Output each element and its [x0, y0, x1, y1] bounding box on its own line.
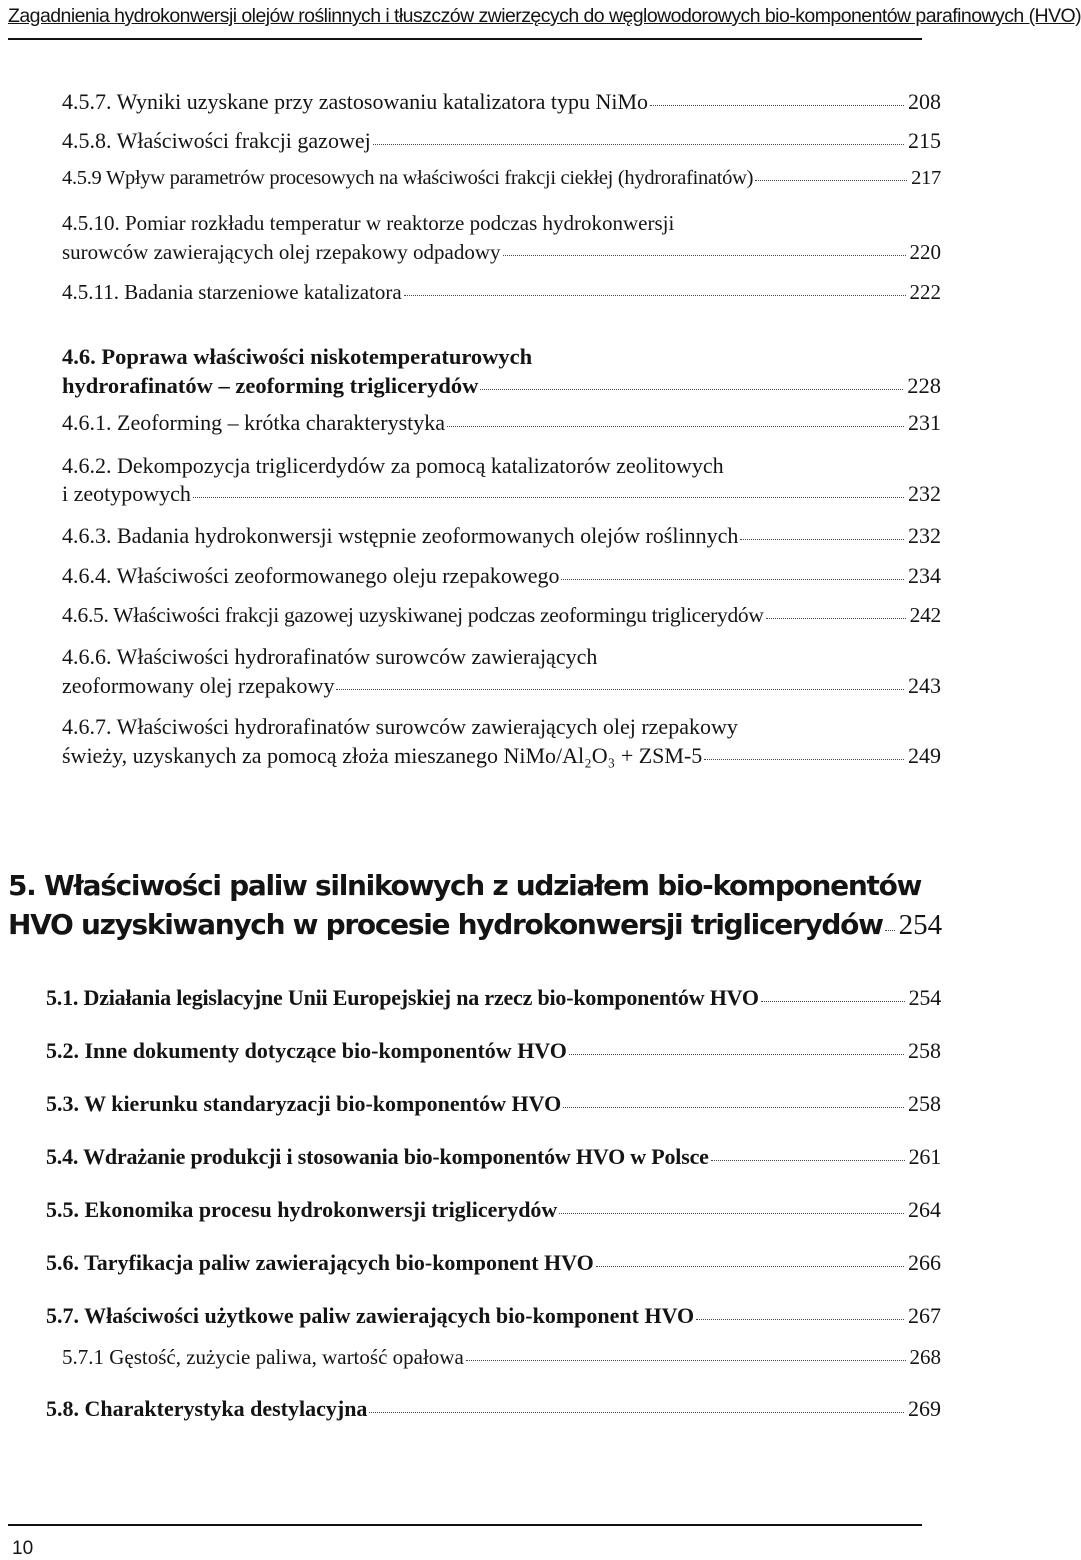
leader-dots [561, 579, 904, 580]
toc-page-number: 208 [908, 89, 941, 114]
toc-page-number: 267 [908, 1303, 941, 1328]
toc-entry-label: 4.6.5. Właściwości frakcji gazowej uzyskiwanej podczas zeoformingu triglicerydów [62, 603, 764, 627]
toc-entry-label: 5.1. Działania legislacyjne Unii Europejskiej na rzecz bio-komponentów HVO [46, 985, 759, 1010]
toc-entry-4-6-2[interactable] [62, 451, 941, 507]
toc-entry-label: 5.5. Ekonomika procesu hydrokonwersji triglicerydów [46, 1197, 558, 1222]
leader-dots [480, 389, 903, 390]
toc-entry-label: 5.8. Charakterystyka destylacyjna [46, 1396, 368, 1421]
toc-page-number: 261 [908, 1144, 941, 1169]
toc-entry-label-line2: hydrorafinatów – zeoforming triglicerydów [62, 373, 479, 398]
leader-dots [740, 539, 904, 540]
page-number: 10 [12, 1538, 34, 1559]
toc-entry-5-4[interactable] [46, 1144, 941, 1170]
toc-page-number: 258 [908, 1038, 941, 1063]
leader-dots [503, 255, 906, 256]
toc-page-number: 222 [909, 280, 941, 304]
toc-page-number: 254 [908, 985, 941, 1010]
toc-entry-5-6[interactable] [46, 1250, 941, 1276]
toc-entry-label: 4.5.8. Właściwości frakcji gazowej [62, 128, 371, 153]
toc-entry-label: 5.2. Inne dokumenty dotyczące bio-komponentów HVO [46, 1038, 567, 1063]
leader-dots [711, 1160, 905, 1161]
toc-entry-4-6-5[interactable] [62, 603, 941, 628]
running-header-title: Zagadnienia hydrokonwersji olejów roślinnych i tłuszczów zwierzęcych do węglowodorowych bio-komponentów parafinowych (HVO) [8, 5, 1081, 27]
toc-entry-4-6-6[interactable] [62, 640, 941, 699]
leader-dots [761, 1001, 905, 1002]
toc-page-number: 232 [908, 523, 941, 548]
toc-chapter-title-line2: HVO uzyskiwanych w procesie hydrokonwersji triglicerydów [8, 908, 883, 941]
toc-page-number: 243 [908, 673, 941, 698]
toc-entry-label-line1: 4.6.6. Właściwości hydrorafinatów surowców zawierających [62, 644, 598, 669]
leader-dots [559, 1213, 904, 1214]
leader-dots [596, 1266, 904, 1267]
toc-page-number: 228 [907, 373, 941, 398]
toc-entry-label: 4.6.4. Właściwości zeoformowanego oleju rzepakowego [62, 563, 560, 588]
toc-entry-4-5-11[interactable] [62, 280, 941, 305]
toc-entry-5-1[interactable] [46, 985, 941, 1011]
toc-entry-5-2[interactable] [46, 1038, 941, 1064]
toc-entry-label: 5.4. Wdrażanie produkcji i stosowania bio-komponentów HVO w Polsce [46, 1144, 709, 1169]
leader-dots [885, 930, 895, 931]
toc-page-number: 258 [908, 1091, 941, 1116]
toc-entry-5-8[interactable] [46, 1396, 941, 1422]
leader-dots [704, 759, 904, 760]
leader-dots [766, 618, 906, 619]
toc-entry-label: 4.5.7. Wyniki uzyskane przy zastosowaniu katalizatora typu NiMo [62, 89, 649, 114]
toc-page-number: 264 [908, 1197, 941, 1222]
toc-chapter-5[interactable] [8, 863, 941, 942]
toc-entry-label-line2: i zeotypowych [62, 481, 191, 506]
toc-entry-4-5-8[interactable] [62, 128, 941, 154]
toc-entry-4-5-7[interactable] [62, 89, 941, 115]
toc-page-number: 269 [908, 1396, 941, 1421]
leader-dots [447, 426, 904, 427]
toc-entry-4-6-7[interactable] [62, 710, 941, 769]
toc-page-number: 220 [909, 240, 941, 264]
toc-entry-label: 4.6.1. Zeoforming – krótka charakterystyka [62, 410, 446, 435]
toc-entry-label: 5.3. W kierunku standaryzacji bio-komponentów HVO [46, 1091, 562, 1116]
leader-dots [466, 1360, 906, 1361]
toc-page-number: 249 [908, 743, 941, 768]
toc-entry-label-line1: 4.6.2. Dekompozycja triglicerdydów za pomocą katalizatorów zeolitowych [62, 453, 724, 478]
toc-entry-4-6-4[interactable] [62, 563, 941, 589]
leader-dots [336, 689, 904, 690]
toc-entry-5-5[interactable] [46, 1197, 941, 1223]
toc-entry-label-line1: 4.5.10. Pomiar rozkładu temperatur w reaktorze podczas hydrokonwersji [62, 211, 675, 235]
toc-page-number: 217 [911, 167, 941, 189]
toc-entry-5-7[interactable] [46, 1303, 941, 1329]
toc-entry-label-line2: świeży, uzyskanych za pomocą złoża mieszanego NiMo/Al₂O₃ + ZSM-5 [62, 743, 703, 768]
toc-page-number: 254 [898, 909, 943, 941]
leader-dots [563, 1107, 904, 1108]
toc-entry-4-6[interactable] [62, 340, 941, 399]
toc-entry-label: 4.5.9 Wpływ parametrów procesowych na właściwości frakcji ciekłej (hydrorafinatów) [62, 167, 754, 189]
leader-dots [650, 105, 904, 106]
toc-page-number: 268 [909, 1345, 941, 1369]
toc-page-number: 232 [908, 481, 941, 506]
toc-entry-label-line2: surowców zawierających olej rzepakowy odpadowy [62, 240, 501, 264]
toc-page-number: 242 [909, 603, 941, 627]
toc-entry-4-6-1[interactable] [62, 410, 941, 436]
toc-chapter-title-line1: 5. Właściwości paliw silnikowych z udziałem bio-komponentów [8, 869, 922, 902]
toc-entry-label: 4.5.11. Badania starzeniowe katalizatora [62, 280, 402, 304]
leader-dots [755, 180, 907, 181]
toc-entry-4-6-3[interactable] [62, 523, 941, 549]
toc-entry-5-7-1[interactable] [62, 1345, 941, 1370]
toc-entry-label: 5.6. Taryfikacja paliw zawierających bio-komponent HVO [46, 1250, 594, 1275]
leader-dots [193, 497, 904, 498]
leader-dots [369, 1412, 904, 1413]
leader-dots [569, 1054, 904, 1055]
toc-page-number: 231 [908, 410, 941, 435]
leader-dots [696, 1319, 904, 1320]
toc-entry-label: 5.7. Właściwości użytkowe paliw zawierających bio-komponent HVO [46, 1303, 695, 1328]
toc-entry-label-line1: 4.6.7. Właściwości hydrorafinatów surowców zawierających olej rzepakowy [62, 714, 738, 739]
leader-dots [404, 295, 906, 296]
leader-dots [373, 144, 904, 145]
toc-entry-label: 4.6.3. Badania hydrokonwersji wstępnie zeoformowanych olejów roślinnych [62, 523, 739, 548]
toc-entry-label-line1: 4.6. Poprawa właściwości niskotemperaturowych [62, 344, 533, 369]
toc-entry-4-5-9[interactable] [62, 167, 941, 190]
toc-entry-4-5-10[interactable] [62, 207, 941, 265]
toc-entry-label-line2: zeoformowany olej rzepakowy [62, 673, 335, 698]
toc-entry-5-3[interactable] [46, 1091, 941, 1117]
toc-page-number: 234 [908, 563, 941, 588]
footer-rule [8, 1524, 922, 1526]
toc-page-number: 215 [908, 128, 941, 153]
toc-page-number: 266 [908, 1250, 941, 1275]
toc-entry-label: 5.7.1 Gęstość, zużycie paliwa, wartość opałowa [62, 1345, 464, 1369]
